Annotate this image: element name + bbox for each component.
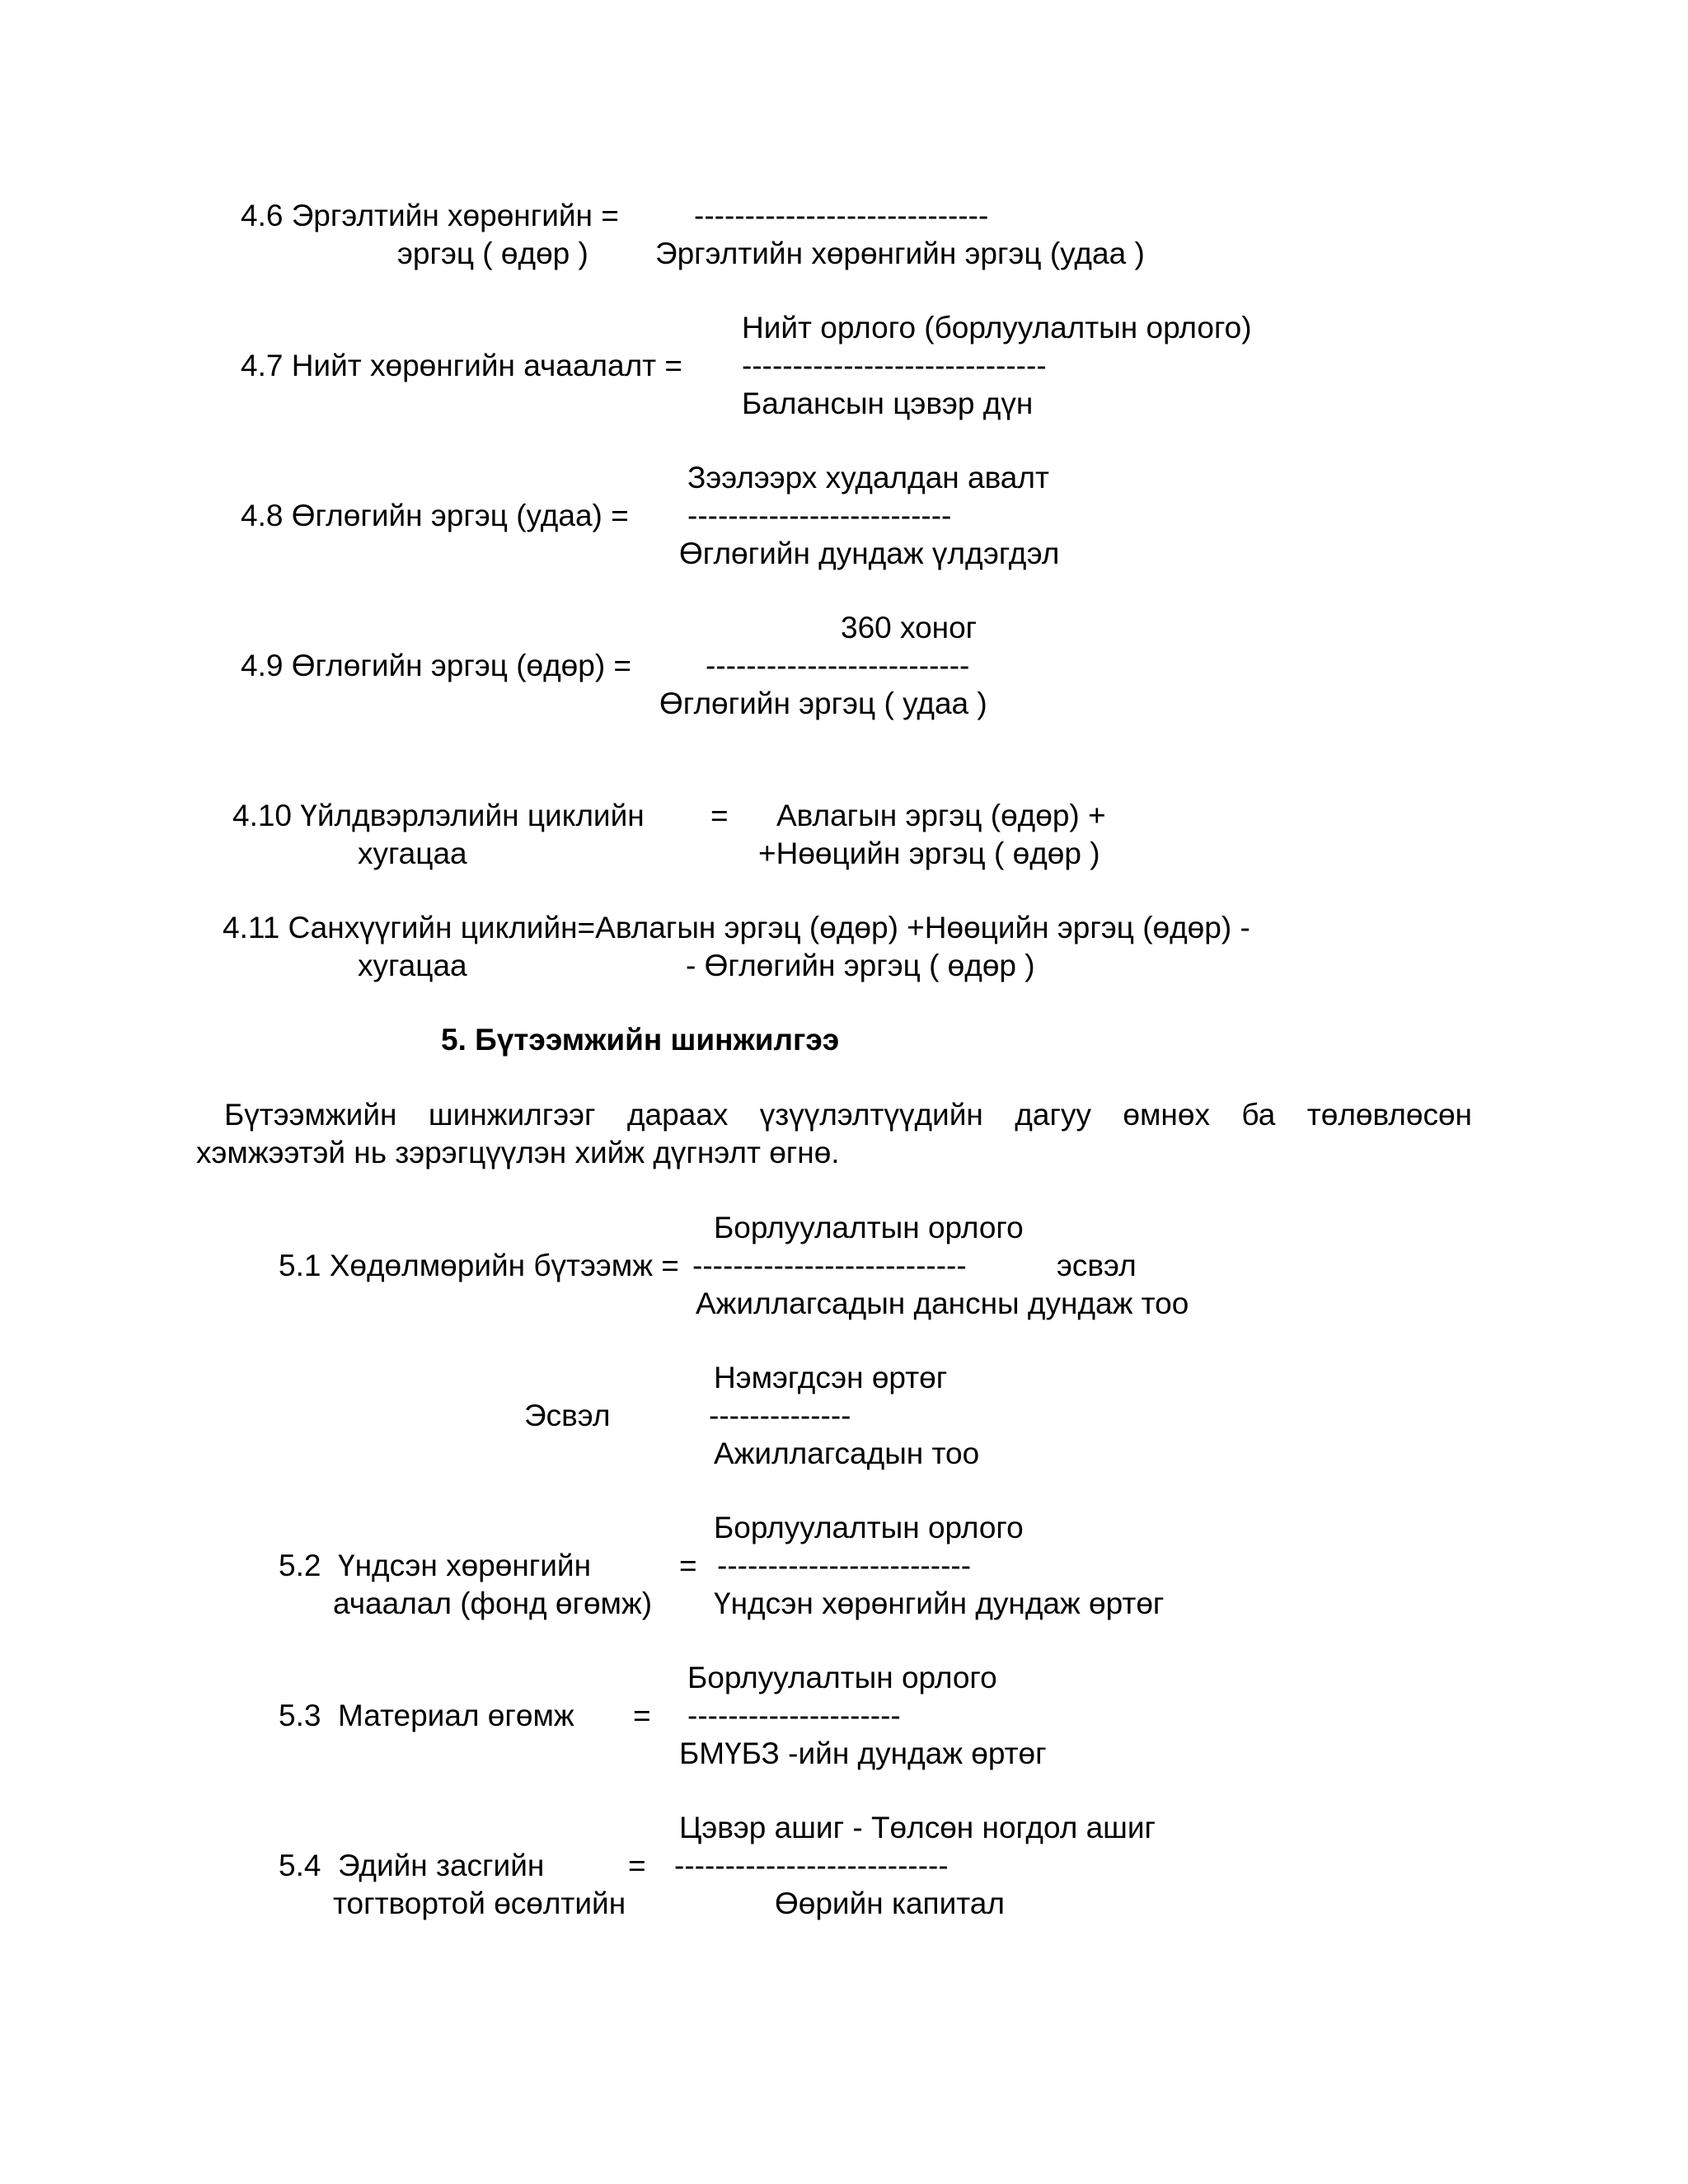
formula-4-7-denominator: Балансын цэвэр дүн — [742, 387, 1034, 420]
formula-5-1-alt-label: Эсвэл — [524, 1399, 611, 1432]
formula-4-11-lhs-line2: хугацаа — [358, 949, 467, 982]
formula-4-6-lhs-line1: 4.6 Эргэлтийн хөрөнгийн = — [241, 199, 619, 232]
formula-5-2-lhs-line2: ачаалал (фонд өгөмж) — [333, 1586, 653, 1620]
formula-5-4-equals: = — [628, 1849, 646, 1882]
formula-4-8-denominator: Өглөгийн дундаж үлдэгдэл — [679, 537, 1060, 570]
section-5-heading: 5. Бүтээмжийн шинжилгээ — [441, 1023, 840, 1057]
section-5-intro-line2: хэмжээтэй нь зэрэгцүүлэн хийж дүгнэлт өгнө. — [196, 1136, 840, 1169]
formula-4-7-numerator: Нийт орлого (борлуулалтын орлого) — [742, 311, 1252, 344]
formula-4-6-denominator: Эргэлтийн хөрөнгийн эргэц (удаа ) — [655, 237, 1145, 270]
formula-4-6-fraction-bar: ----------------------------- — [694, 199, 989, 232]
formula-4-10-lhs-line2: хугацаа — [358, 837, 467, 870]
formula-5-4-lhs-line1: 5.4 Эдийн засгийн — [279, 1849, 545, 1882]
formula-4-8-lhs: 4.8 Өглөгийн эргэц (удаа) = — [241, 499, 629, 532]
formula-4-7-fraction-bar: ------------------------------ — [742, 349, 1047, 382]
formula-5-3-numerator: Борлуулалтын орлого — [687, 1661, 997, 1694]
formula-4-8-numerator: Зээлээрх худалдан авалт — [687, 461, 1049, 494]
formula-4-11-rhs-line2: - Өглөгийн эргэц ( өдөр ) — [686, 949, 1035, 982]
formula-5-1-lhs: 5.1 Хөдөлмөрийн бүтээмж = — [279, 1249, 679, 1282]
formula-5-2-denominator: Үндсэн хөрөнгийн дундаж өртөг — [714, 1586, 1165, 1620]
formula-4-7-lhs: 4.7 Нийт хөрөнгийн ачаалалт = — [241, 349, 682, 382]
formula-5-2-lhs-line1: 5.2 Үндсэн хөрөнгийн — [279, 1549, 592, 1582]
formula-5-2-fraction-bar: ------------------------- — [717, 1549, 972, 1582]
formula-5-1-fraction-bar: --------------------------- — [692, 1249, 967, 1282]
formula-5-4-fraction-bar: --------------------------- — [674, 1849, 949, 1882]
formula-5-1-alt-denominator: Ажиллагсадын тоо — [714, 1436, 980, 1470]
formula-4-9-denominator: Өглөгийн эргэц ( удаа ) — [659, 687, 987, 720]
formula-4-8-fraction-bar: -------------------------- — [687, 499, 952, 532]
formula-5-3-fraction-bar: --------------------- — [687, 1699, 901, 1732]
formula-4-9-fraction-bar: -------------------------- — [706, 649, 970, 682]
formula-5-2-numerator: Борлуулалтын орлого — [714, 1511, 1024, 1544]
formula-4-11-line1: 4.11 Санхүүгийн циклийн=Авлагын эргэц (өдөр) +Нөөцийн эргэц (өдөр) - — [223, 911, 1250, 944]
formula-4-10-rhs-line1: Авлагын эргэц (өдөр) + — [776, 799, 1106, 832]
formula-5-3-denominator: БМҮБЗ -ийн дундаж өртөг — [679, 1736, 1047, 1770]
formula-4-10-equals: = — [710, 799, 729, 832]
formula-5-1-alt-fraction-bar: -------------- — [709, 1399, 851, 1432]
formula-4-10-lhs-line1: 4.10 Үйлдвэрлэлийн циклийн — [232, 799, 645, 832]
formula-4-6-lhs-line2: эргэц ( өдөр ) — [397, 237, 588, 270]
formula-4-10-rhs-line2: +Нөөцийн эргэц ( өдөр ) — [758, 837, 1100, 870]
formula-5-3-lhs: 5.3 Материал өгөмж — [279, 1699, 574, 1732]
formula-5-4-numerator: Цэвэр ашиг - Төлсөн ногдол ашиг — [679, 1811, 1156, 1844]
formula-5-2-equals: = — [679, 1549, 697, 1582]
section-5-intro — [196, 1096, 1472, 1172]
formula-5-1-alt-numerator: Нэмэгдсэн өртөг — [714, 1361, 948, 1394]
formula-5-4-denominator: Өөрийн капитал — [775, 1886, 1005, 1920]
formula-4-9-lhs: 4.9 Өглөгийн эргэц (өдөр) = — [241, 649, 632, 682]
formula-4-9-numerator: 360 хоног — [841, 611, 978, 644]
section-5-intro-line1: Бүтээмжийн шинжилгээг дараах үзүүлэлтүүдийн дагуу өмнөх ба төлөвлөсөн — [224, 1098, 1472, 1132]
formula-5-1-numerator: Борлуулалтын орлого — [714, 1211, 1024, 1244]
formula-5-3-equals: = — [633, 1699, 651, 1732]
formula-5-1-denominator: Ажиллагсадын дансны дундаж тоо — [696, 1286, 1189, 1320]
formula-5-4-lhs-line2: тогтвортой өсөлтийн — [333, 1886, 626, 1920]
formula-5-1-alternative-word: эсвэл — [1057, 1249, 1137, 1282]
